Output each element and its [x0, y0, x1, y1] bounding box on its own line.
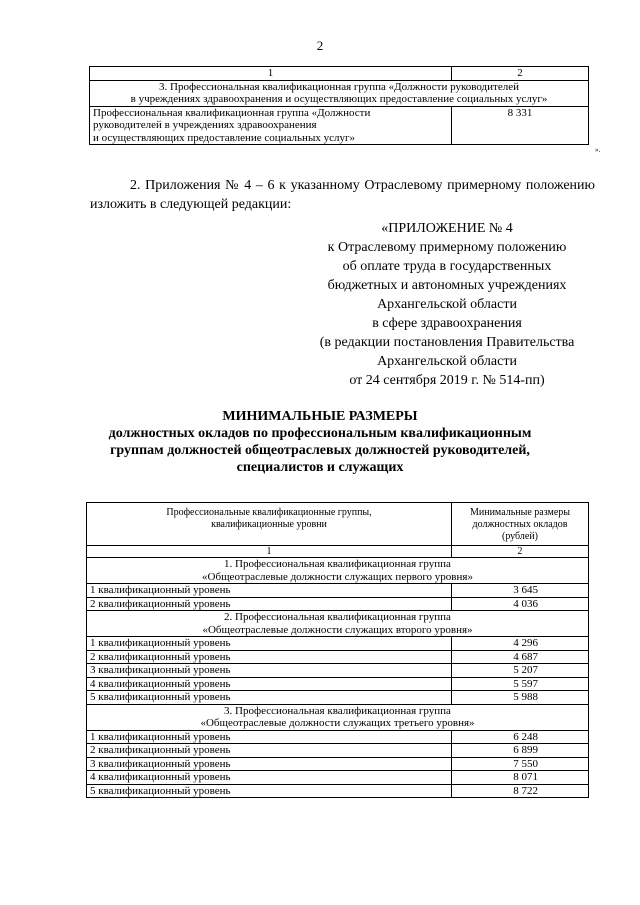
appendix-line: от 24 сентября 2019 г. № 514-пп) [349, 373, 545, 388]
group-heading [90, 80, 589, 106]
document-title [60, 408, 580, 476]
row-label-line: и осуществляющих предоставление социальных услуг» [93, 131, 355, 144]
appendix-line: к Отраслевому примерному положению [327, 240, 567, 255]
appendix-line: об оплате труда в государственных [342, 259, 552, 274]
value-cell: 4 687 [452, 650, 589, 664]
table-row [87, 664, 589, 678]
row-label-line: Профессиональная квалификационная группа «Должности [93, 106, 371, 119]
group-heading-line: 3. Профессиональная квалификационная группа «Должности руководителей [159, 80, 519, 93]
table-row [87, 584, 589, 598]
group-heading-line: «Общеотраслевые должности служащих второго уровня» [202, 623, 473, 636]
value-cell: 3 645 [452, 584, 589, 598]
row-label [90, 106, 452, 145]
top-table [89, 66, 589, 145]
value-cell: 8 071 [452, 771, 589, 785]
appendix-line: в сфере здравоохранения [372, 316, 522, 331]
col-number-1: 1 [87, 546, 452, 558]
col-number-2: 2 [452, 67, 589, 81]
level-cell: 2 квалификационный уровень [87, 744, 452, 758]
level-cell: 5 квалификационный уровень [87, 784, 452, 798]
row-value: 8 331 [452, 106, 589, 145]
table-row [87, 730, 589, 744]
table-row [87, 691, 589, 705]
table-row [87, 637, 589, 651]
appendix-line: Архангельской области [377, 354, 517, 369]
table-row [87, 771, 589, 785]
appendix-line: Архангельской области [377, 297, 517, 312]
level-cell: 4 квалификационный уровень [87, 771, 452, 785]
closing-quote-mark: ». [595, 146, 601, 154]
level-cell: 1 квалификационный уровень [87, 584, 452, 598]
table-row [87, 744, 589, 758]
group-heading [87, 558, 589, 584]
header-line: квалификационные уровни [211, 519, 327, 530]
value-cell: 6 899 [452, 744, 589, 758]
value-cell: 4 296 [452, 637, 589, 651]
appendix-line: «ПРИЛОЖЕНИЕ № 4 [381, 221, 513, 236]
title-line: специалистов и служащих [236, 460, 404, 475]
page-number: 2 [316, 38, 324, 53]
header-salary [452, 503, 589, 546]
table-row [87, 757, 589, 771]
group-heading-line: «Общеотраслевые должности служащих третьего уровня» [200, 717, 475, 729]
header-line: Профессиональные квалификационные группы, [166, 507, 372, 518]
level-cell: 4 квалификационный уровень [87, 677, 452, 691]
group-heading-line: «Общеотраслевые должности служащих первого уровня» [202, 570, 473, 583]
level-cell: 3 квалификационный уровень [87, 664, 452, 678]
table-row [87, 784, 589, 798]
level-cell: 5 квалификационный уровень [87, 691, 452, 705]
col-number-1: 1 [90, 67, 452, 81]
level-cell: 1 квалификационный уровень [87, 637, 452, 651]
appendix-line: бюджетных и автономных учреждениях [327, 278, 567, 293]
group-heading-line: в учреждениях здравоохранения и осуществляющих предоставление социальных услуг» [130, 93, 548, 105]
title-line: группам должностей общеотраслевых должностей руководителей, [110, 443, 530, 458]
table-row [87, 597, 589, 611]
header-line: должностных окладов [472, 519, 568, 530]
col-number-2: 2 [452, 546, 589, 558]
table-row [87, 650, 589, 664]
header-groups [87, 503, 452, 546]
group-heading [87, 611, 589, 637]
value-cell: 8 722 [452, 784, 589, 798]
group-heading-line: 3. Профессиональная квалификационная группа [224, 704, 451, 717]
salary-table [86, 502, 589, 798]
title-line: должностных окладов по профессиональным квалификационным [108, 426, 532, 441]
table-row [87, 677, 589, 691]
amendment-paragraph: 2. Приложения № 4 – 6 к указанному Отраслевому примерному положению изложить в следующей редакции: [90, 178, 595, 212]
level-cell: 2 квалификационный уровень [87, 650, 452, 664]
group-heading [87, 704, 589, 730]
header-line: Минимальные размеры [469, 507, 571, 518]
value-cell: 5 597 [452, 677, 589, 691]
title-line: МИНИМАЛЬНЫЕ РАЗМЕРЫ [222, 409, 418, 424]
appendix-line: (в редакции постановления Правительства [319, 335, 575, 350]
value-cell: 7 550 [452, 757, 589, 771]
value-cell: 5 207 [452, 664, 589, 678]
group-heading-line: 2. Профессиональная квалификационная группа [224, 611, 451, 623]
level-cell: 2 квалификационный уровень [87, 597, 452, 611]
appendix-header [318, 219, 576, 390]
group-heading-line: 1. Профессиональная квалификационная группа [224, 558, 451, 570]
header-line: (рублей) [501, 531, 538, 542]
level-cell: 3 квалификационный уровень [87, 757, 452, 771]
value-cell: 4 036 [452, 597, 589, 611]
value-cell: 6 248 [452, 730, 589, 744]
row-label-line: руководителей в учреждениях здравоохранения [93, 119, 317, 131]
value-cell: 5 988 [452, 691, 589, 705]
level-cell: 1 квалификационный уровень [87, 730, 452, 744]
